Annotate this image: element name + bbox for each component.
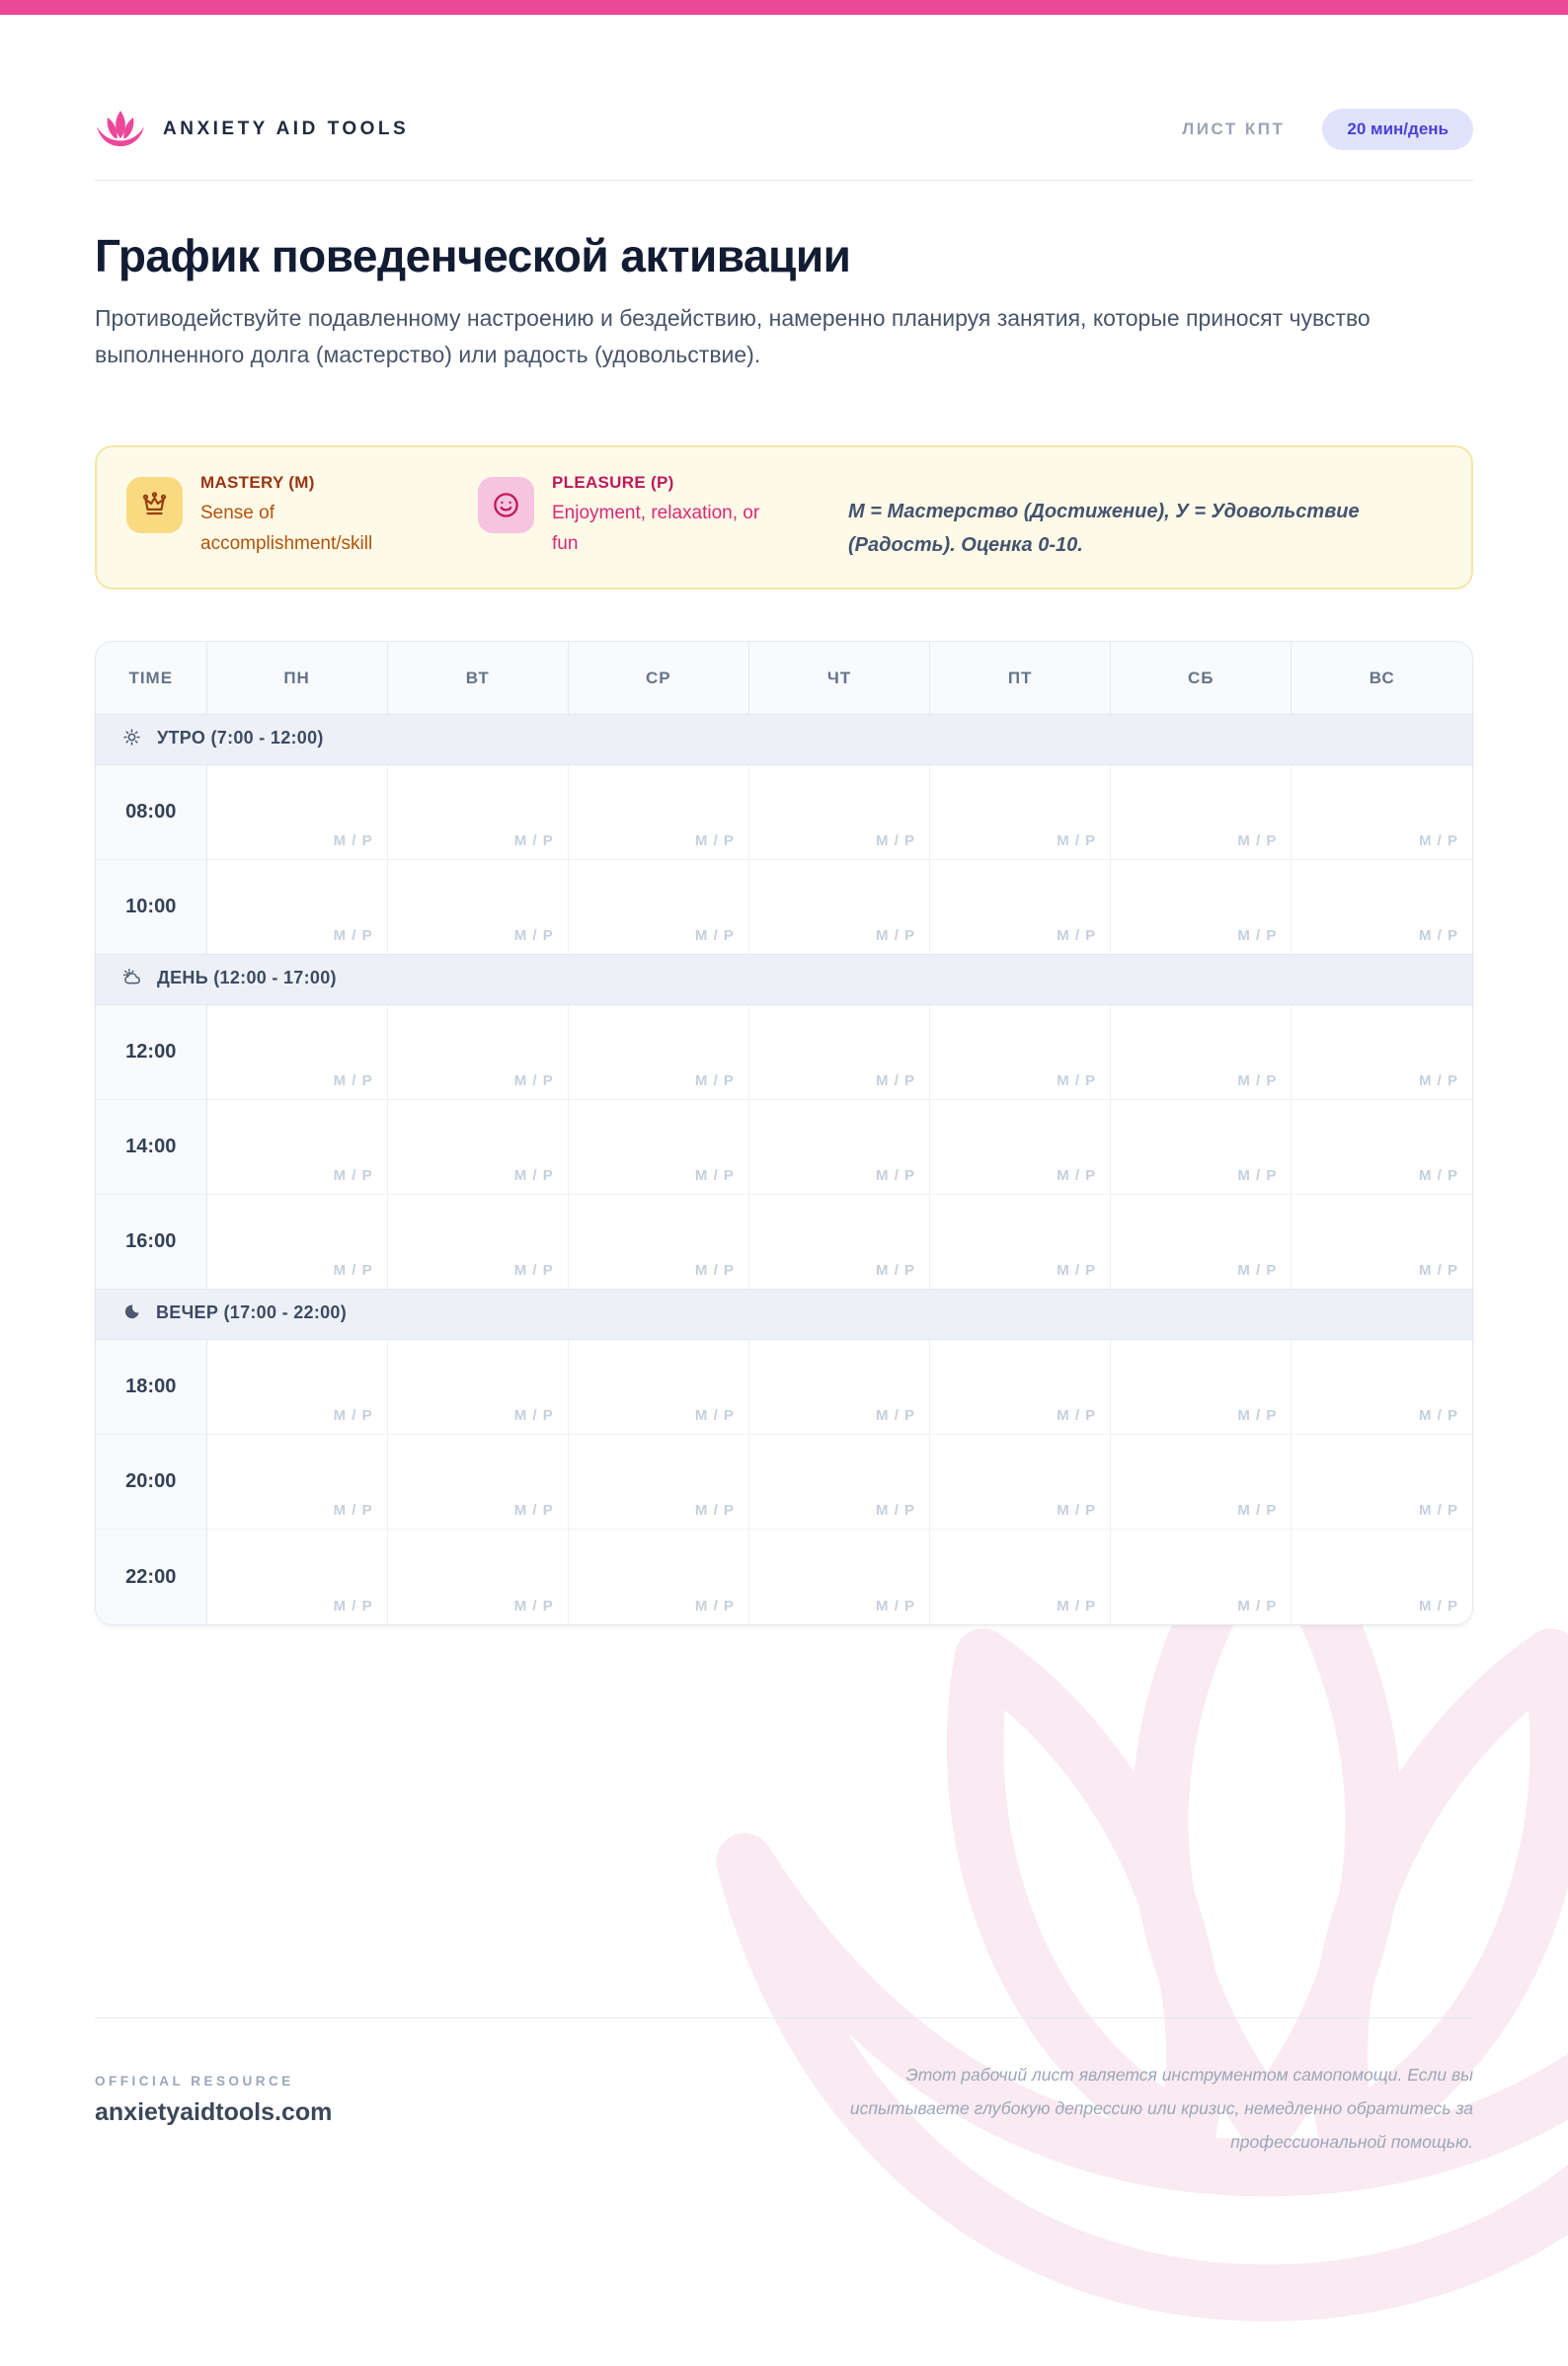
activity-cell[interactable] xyxy=(930,1340,1111,1435)
activity-cell[interactable] xyxy=(930,1100,1111,1195)
activity-cell[interactable] xyxy=(1292,1340,1472,1435)
page-title: График поведенческой активации xyxy=(95,230,851,281)
mp-rating-hint: M / P xyxy=(333,1407,373,1425)
mp-rating-hint: M / P xyxy=(513,832,554,850)
activity-cell[interactable] xyxy=(748,1005,929,1100)
mp-rating-hint: M / P xyxy=(694,1072,735,1090)
time-label: 12:00 xyxy=(96,1005,206,1100)
activity-cell[interactable] xyxy=(206,1100,387,1195)
schedule-body xyxy=(96,715,1472,1624)
section-row xyxy=(96,955,1472,1005)
activity-cell[interactable] xyxy=(930,1435,1111,1530)
time-row xyxy=(96,765,1472,860)
mp-rating-hint: M / P xyxy=(1418,1167,1458,1185)
mp-rating-hint: M / P xyxy=(1237,1502,1278,1520)
activity-cell[interactable] xyxy=(930,860,1111,955)
mp-rating-hint: M / P xyxy=(1057,1167,1097,1185)
activity-cell[interactable] xyxy=(387,1435,568,1530)
activity-cell[interactable] xyxy=(748,1435,929,1530)
activity-cell[interactable] xyxy=(1111,1005,1292,1100)
official-resource-label: OFFICIAL RESOURCE xyxy=(95,2073,294,2089)
pleasure-desc: Enjoyment, relaxation, or fun xyxy=(552,503,760,554)
mp-rating-hint: M / P xyxy=(694,1407,735,1425)
col-header-day: ПТ xyxy=(930,642,1111,715)
section-label: ВЕЧЕР (17:00 - 22:00) xyxy=(156,1301,348,1322)
schedule-table xyxy=(95,641,1473,1625)
activity-cell[interactable] xyxy=(1292,860,1472,955)
page-subtitle: Противодействуйте подавленному настроению и бездействию, намеренно планируя занятия, которые приносят чувство выполненного долга (мастерство) или радость (удовольствие). xyxy=(95,304,1371,368)
time-row xyxy=(96,1005,1472,1100)
time-label: 22:00 xyxy=(96,1530,206,1624)
mp-rating-hint: M / P xyxy=(694,832,735,850)
activity-cell[interactable] xyxy=(206,1195,387,1290)
mp-rating-hint: M / P xyxy=(694,1167,735,1185)
mp-rating-hint: M / P xyxy=(694,1262,735,1280)
mp-rating-hint: M / P xyxy=(1237,832,1278,850)
legend-mastery xyxy=(126,473,393,559)
mp-rating-hint: M / P xyxy=(1418,1502,1458,1520)
mp-rating-hint: M / P xyxy=(694,927,735,945)
activity-cell[interactable] xyxy=(568,1530,748,1624)
site-url: anxietyaidtools.com xyxy=(95,2097,333,2126)
mp-rating-hint: M / P xyxy=(694,1597,735,1615)
activity-cell[interactable] xyxy=(387,1530,568,1624)
mp-rating-hint: M / P xyxy=(333,1262,373,1280)
mp-rating-hint: M / P xyxy=(513,1262,554,1280)
section-label: ДЕНЬ (12:00 - 17:00) xyxy=(157,968,337,988)
mp-rating-hint: M / P xyxy=(876,1167,916,1185)
activity-cell[interactable] xyxy=(1111,765,1292,860)
activity-cell[interactable] xyxy=(748,1340,929,1435)
mp-rating-hint: M / P xyxy=(1418,927,1458,945)
activity-cell[interactable] xyxy=(930,1005,1111,1100)
mp-rating-hint: M / P xyxy=(876,1502,916,1520)
activity-cell[interactable] xyxy=(1292,765,1472,860)
mastery-label: MASTERY (M) xyxy=(200,473,315,493)
legend-pleasure xyxy=(478,473,787,559)
activity-cell[interactable] xyxy=(930,1530,1111,1624)
activity-cell[interactable] xyxy=(206,1005,387,1100)
mp-rating-hint: M / P xyxy=(513,1167,554,1185)
activity-cell[interactable] xyxy=(206,1530,387,1624)
mp-rating-hint: M / P xyxy=(1057,927,1097,945)
time-row xyxy=(96,1530,1472,1624)
activity-cell[interactable] xyxy=(206,860,387,955)
mp-rating-hint: M / P xyxy=(1057,832,1097,850)
col-header-day: ВТ xyxy=(387,642,568,715)
activity-cell[interactable] xyxy=(206,1435,387,1530)
activity-cell[interactable] xyxy=(748,1195,929,1290)
mp-rating-hint: M / P xyxy=(1057,1407,1097,1425)
activity-cell[interactable] xyxy=(1292,1435,1472,1530)
mp-rating-hint: M / P xyxy=(513,1502,554,1520)
mp-rating-hint: M / P xyxy=(1418,832,1458,850)
mp-rating-hint: M / P xyxy=(513,927,554,945)
col-header-day: ПН xyxy=(206,642,387,715)
section-row xyxy=(96,1290,1472,1340)
mp-rating-hint: M / P xyxy=(1237,1072,1278,1090)
activity-cell[interactable] xyxy=(206,765,387,860)
mastery-desc: Sense of accomplishment/skill xyxy=(200,503,373,554)
activity-cell[interactable] xyxy=(568,1005,748,1100)
time-row xyxy=(96,860,1472,955)
activity-cell[interactable] xyxy=(387,1340,568,1435)
mp-rating-hint: M / P xyxy=(513,1072,554,1090)
mp-rating-hint: M / P xyxy=(876,832,916,850)
duration-badge: 20 мин/день xyxy=(1322,109,1473,150)
activity-cell[interactable] xyxy=(748,860,929,955)
mp-rating-hint: M / P xyxy=(1237,1262,1278,1280)
mp-rating-hint: M / P xyxy=(1418,1597,1458,1615)
mp-rating-hint: M / P xyxy=(333,1167,373,1185)
moon-icon xyxy=(121,1302,141,1327)
mp-rating-hint: M / P xyxy=(1057,1597,1097,1615)
activity-cell[interactable] xyxy=(1111,1530,1292,1624)
page-header xyxy=(95,109,1473,150)
activity-cell[interactable] xyxy=(387,765,568,860)
mp-rating-hint: M / P xyxy=(876,1072,916,1090)
activity-cell[interactable] xyxy=(930,1195,1111,1290)
section-label: УТРО (7:00 - 12:00) xyxy=(157,728,324,749)
time-label: 20:00 xyxy=(96,1435,206,1530)
activity-cell[interactable] xyxy=(568,1100,748,1195)
activity-cell[interactable] xyxy=(930,765,1111,860)
accent-topbar xyxy=(0,0,1568,15)
activity-cell[interactable] xyxy=(1292,1100,1472,1195)
brand-name: ANXIETY AID TOOLS xyxy=(163,118,410,139)
activity-cell[interactable] xyxy=(387,1100,568,1195)
brand xyxy=(95,109,409,150)
activity-cell[interactable] xyxy=(1111,860,1292,955)
mp-rating-hint: M / P xyxy=(1057,1262,1097,1280)
activity-cell[interactable] xyxy=(568,1435,748,1530)
mp-rating-hint: M / P xyxy=(513,1407,554,1425)
activity-cell[interactable] xyxy=(387,1195,568,1290)
mp-rating-hint: M / P xyxy=(876,927,916,945)
col-header-time: TIME xyxy=(96,642,206,715)
activity-cell[interactable] xyxy=(1292,1195,1472,1290)
mp-rating-hint: M / P xyxy=(333,1072,373,1090)
legend-box xyxy=(95,445,1473,590)
activity-cell[interactable] xyxy=(1292,1530,1472,1624)
page-footer xyxy=(95,2018,1473,2218)
activity-cell[interactable] xyxy=(1111,1340,1292,1435)
activity-cell[interactable] xyxy=(387,860,568,955)
mp-rating-hint: M / P xyxy=(513,1597,554,1615)
activity-cell[interactable] xyxy=(748,1530,929,1624)
time-row xyxy=(96,1195,1472,1290)
disclaimer-text: Этот рабочий лист является инструментом самопомощи. Если вы испытываете глубокую депрессию или кризис, немедленно обратитесь за профессиональной помощью. xyxy=(849,2064,1473,2152)
mp-rating-hint: M / P xyxy=(1237,1407,1278,1425)
mp-rating-hint: M / P xyxy=(333,1597,373,1615)
activity-cell[interactable] xyxy=(206,1340,387,1435)
col-header-day: СБ xyxy=(1111,642,1292,715)
col-header-day: СР xyxy=(568,642,748,715)
activity-cell[interactable] xyxy=(1111,1100,1292,1195)
time-label: 10:00 xyxy=(96,860,206,955)
col-header-day: ЧТ xyxy=(748,642,929,715)
mp-rating-hint: M / P xyxy=(876,1597,916,1615)
lotus-icon xyxy=(95,109,146,150)
pleasure-tile xyxy=(478,477,534,533)
time-row xyxy=(96,1435,1472,1530)
header-divider xyxy=(95,180,1473,181)
time-label: 14:00 xyxy=(96,1100,206,1195)
mp-rating-hint: M / P xyxy=(1237,1167,1278,1185)
time-row xyxy=(96,1340,1472,1435)
activity-cell[interactable] xyxy=(568,1340,748,1435)
activity-cell[interactable] xyxy=(1292,1005,1472,1100)
mp-rating-hint: M / P xyxy=(333,1502,373,1520)
time-label: 08:00 xyxy=(96,765,206,860)
mp-rating-hint: M / P xyxy=(333,927,373,945)
time-label: 16:00 xyxy=(96,1195,206,1290)
mp-rating-hint: M / P xyxy=(333,832,373,850)
activity-cell[interactable] xyxy=(568,860,748,955)
activity-cell[interactable] xyxy=(748,765,929,860)
mp-rating-hint: M / P xyxy=(1237,927,1278,945)
legend-note: М = Мастерство (Достижение), У = Удовольствие (Радость). Оценка 0-10. xyxy=(848,501,1360,557)
sun-icon xyxy=(121,727,142,752)
activity-cell[interactable] xyxy=(568,1195,748,1290)
section-row xyxy=(96,715,1472,765)
time-label: 18:00 xyxy=(96,1340,206,1435)
activity-cell[interactable] xyxy=(748,1100,929,1195)
mastery-tile xyxy=(126,477,183,533)
activity-cell[interactable] xyxy=(568,765,748,860)
pleasure-label: PLEASURE (P) xyxy=(552,473,674,493)
activity-cell[interactable] xyxy=(387,1005,568,1100)
schedule-header-row xyxy=(96,642,1472,715)
mp-rating-hint: M / P xyxy=(1418,1072,1458,1090)
mp-rating-hint: M / P xyxy=(1418,1262,1458,1280)
activity-cell[interactable] xyxy=(1111,1435,1292,1530)
time-row xyxy=(96,1100,1472,1195)
mp-rating-hint: M / P xyxy=(1418,1407,1458,1425)
mp-rating-hint: M / P xyxy=(1057,1502,1097,1520)
doc-type-label: ЛИСТ КПТ xyxy=(1182,119,1286,138)
col-header-day: ВС xyxy=(1292,642,1472,715)
activity-cell[interactable] xyxy=(1111,1195,1292,1290)
mp-rating-hint: M / P xyxy=(876,1407,916,1425)
mp-rating-hint: M / P xyxy=(1237,1597,1278,1615)
mp-rating-hint: M / P xyxy=(876,1262,916,1280)
mp-rating-hint: M / P xyxy=(694,1502,735,1520)
mp-rating-hint: M / P xyxy=(1057,1072,1097,1090)
sun-cloud-icon xyxy=(121,967,142,992)
